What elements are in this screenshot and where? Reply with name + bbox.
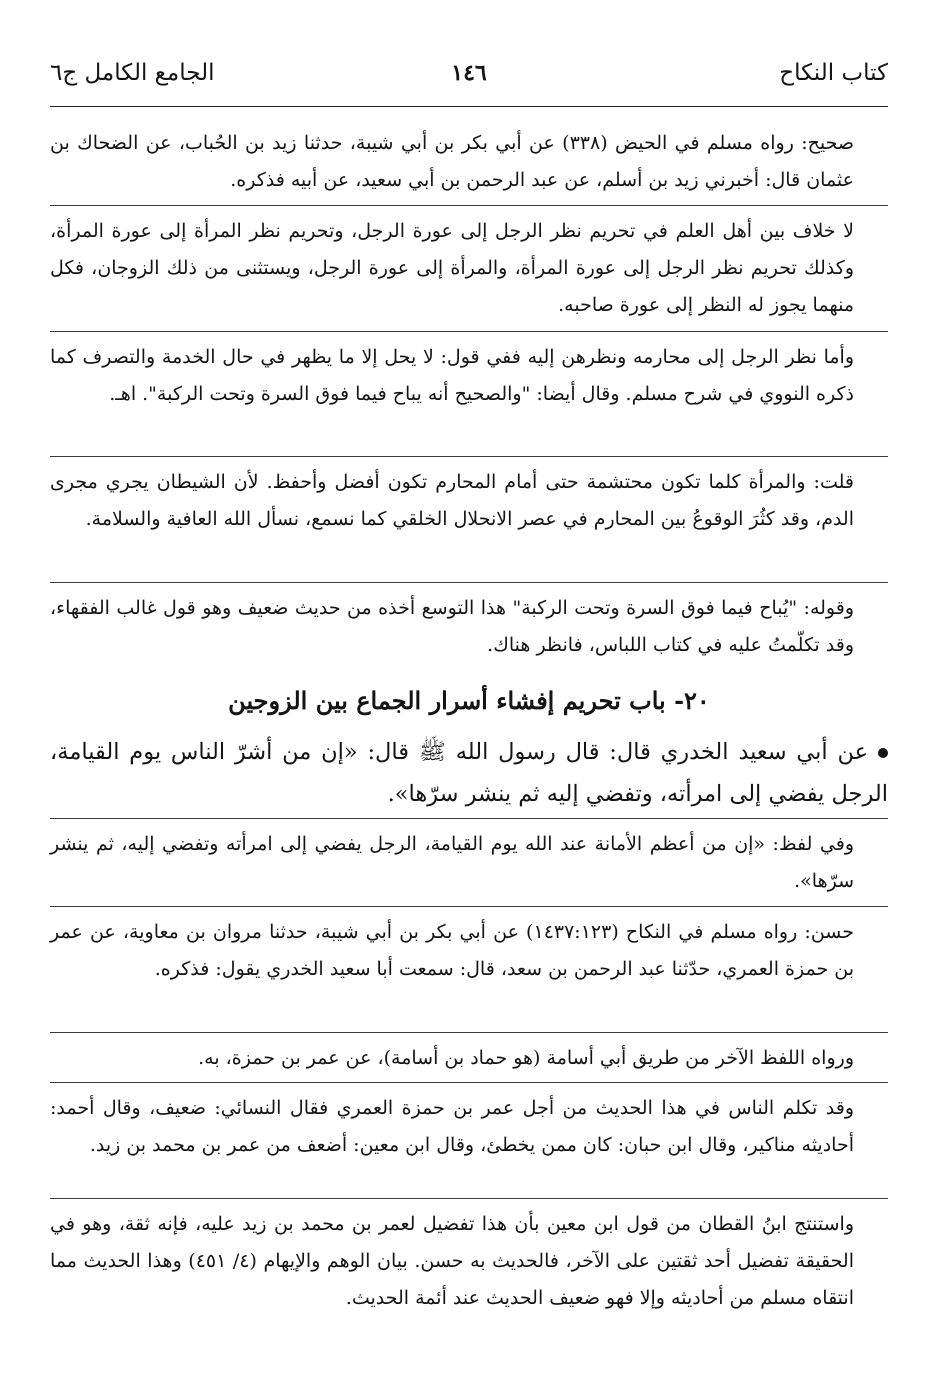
paragraph-variant: وفي لفظ: «إن من أعظم الأمانة عند الله يوم القيامة، الرجل يفضي إلى امرأته وتفضي إليه، ثم ينشر سرّها». xyxy=(50,833,854,892)
separator-line xyxy=(50,1198,888,1199)
bullet-icon xyxy=(878,748,888,758)
separator-line xyxy=(50,1082,888,1083)
hadith-text xyxy=(50,731,888,815)
hadith-body: عن أبي سعيد الخدري قال: قال رسول الله ﷺ قال: «إن من أشرّ الناس يوم القيامة، الرجل يفضي إلى امرأته، وتفضي إليه ثم ينشر سرّها». xyxy=(50,739,888,807)
page-number: ١٤٦ xyxy=(451,60,487,86)
paragraph-mahram: وأما نظر الرجل إلى محارمه ونظرهن إليه ففي قول: لا يحل إلا ما يظهر في حال الخدمة والتصرف كما ذكره النووي في شرح مسلم. وقال أيضا: "والصحيح أنه يباح فيما فوق السرة وتحت الركبة". اهـ. xyxy=(50,346,854,405)
separator-line xyxy=(50,456,888,457)
header-rule xyxy=(50,106,888,107)
chapter-heading: ٢٠- باب تحريم إفشاء أسرار الجماع بين الزوجين xyxy=(228,686,710,715)
series-title: الجامع الكامل ج٦ xyxy=(50,60,215,86)
running-header xyxy=(50,60,888,104)
paragraph-ruling: لا خلاف بين أهل العلم في تحريم نظر الرجل إلى عورة الرجل، وتحريم نظر المرأة إلى عورة المرأة، وكذلك تحريم نظر الرجل إلى عورة المرأة، والمرأة إلى عورة الرجل، ويستثنى من ذلك الزوجان، فكل منهما يجوز له النظر إلى عورة صاحبه. xyxy=(50,220,855,316)
separator-line xyxy=(50,331,888,332)
separator-line xyxy=(50,906,888,907)
book-title: كتاب النكاح xyxy=(779,60,888,86)
paragraph-criticism: وقد تكلم الناس في هذا الحديث من أجل عمر بن حمزة العمري فقال النسائي: ضعيف، وقال أحمد: أحاديثه مناكير، وقال ابن حبان: كان ممن يخطئ، وقال ابن معين: أضعف من عمر بن محمد بن زيد. xyxy=(50,1097,854,1156)
paragraph-saying: وقوله: "يُباح فيما فوق السرة وتحت الركبة" هذا التوسع أخذه من حديث ضعيف وهو قول غالب الفقهاء، وقد تكلّمتُ عليه في كتاب اللباس، فانظر هناك. xyxy=(50,597,854,656)
paragraph-conclusion: واستنتج ابنُ القطان من قول ابن معين بأن هذا تفضيل لعمر بن محمد بن زيد عليه، فإنه ثقة، وهو في الحقيقة تفضيل أحد ثقتين على الآخر، فالحديث به حسن. بيان الوهم والإيهام (٤/ ٤٥١) وهذا الحديث مما انتقاه مسلم من أحاديثه وإلا فهو ضعيف الحديث عند أئمة الحديث. xyxy=(50,1213,854,1309)
separator-line xyxy=(50,205,888,206)
paragraph-source-1: صحيح: رواه مسلم في الحيض (٣٣٨) عن أبي بكر بن أبي شيبة، حدثنا زيد بن الحُباب، عن الضحاك بن عثمان قال: أخبرني زيد بن أسلم، عن عبد الرحمن بن أبي سعيد، عن أبيه فذكره. xyxy=(50,132,855,191)
paragraph-other-route: ورواه اللفظ الآخر من طريق أبي أسامة (هو حماد بن أسامة)، عن عمر بن حمزة، به. xyxy=(198,1047,854,1069)
separator-line xyxy=(50,582,888,583)
document-page xyxy=(50,0,888,1375)
paragraph-comment: قلت: والمرأة كلما تكون محتشمة حتى أمام المحارم تكون أفضل وأحفظ. لأن الشيطان يجري مجرى الدم، وقد كثُرَ الوقوعُ بين المحارم في عصر الانحلال الخلقي كما نسمع، نسأل الله العافية والسلامة. xyxy=(50,471,854,530)
separator-line xyxy=(50,1032,888,1033)
separator-line xyxy=(50,818,888,819)
paragraph-source-2: حسن: رواه مسلم في النكاح (١٤٣٧:١٢٣) عن أبي بكر بن أبي شيبة، حدثنا مروان بن معاوية، عن عمر بن حمزة العمري، حدّثنا عبد الرحمن بن سعد، قال: سمعت أبا سعيد الخدري يقول: فذكره. xyxy=(50,921,854,980)
